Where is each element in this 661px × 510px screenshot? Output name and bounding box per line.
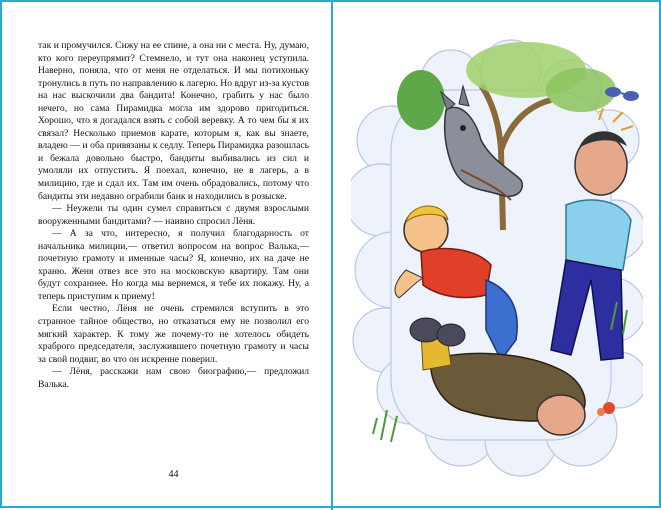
page-number: 44 — [168, 469, 179, 480]
paragraph-3: — А за что, интересно, я получил благодарность от начальника милиции,— ответил вопросом на вопрос Валька,— почетную грамоту и именные часы? Я, конечно, их на даче не храню. Женя отвез все это на московскую квартиру. Там они будут сохраннее. Но когда мы вернемся, я тебе их покажу. Ну, а теперь приступим к приему! — [38, 228, 309, 302]
paragraph-5: — Лёня, расскажи нам свою биографию,— предложил Валька. — [38, 366, 309, 390]
illustration — [351, 30, 643, 480]
paragraph-2: — Неужели ты один сумел справиться с двумя взрослыми вооруженными бандитами? — наивно спросил Лёня. — [38, 203, 309, 227]
paragraph-4: Если честно, Лёня не очень стремился вступить в это странное тайное общество, но отказаться ему не позволил его мягкий характер. К тому же почему-то не хотелось обидеть храброго председателя, заслужившего почетную грамоту и часы за свой подвиг, во что он искренне поверил. — [38, 303, 309, 365]
page-text — [38, 40, 309, 391]
right-page — [333, 2, 661, 510]
left-page — [2, 2, 331, 510]
paragraph-1: так и промучился. Сижу на ее спине, а она ни с места. Ну, думаю, кто кого переупрямит? Стемнело, и тут она наконец уступила. Наверно, поняла, что от меня не отделаться. И мы потихоньку тронулись в путь по направлению к лагерю. Но вдруг из-за кустов на нас выскочили два бандита! Конечно, грабить у нас было нечего, но сама Пирамидка могла им здорово пригодиться. Хорошо, что я догадался взять с собой веревку. А то чем бы я их связал? Несколько приемов карате, которым я, как вы знаете, владею — и оба привязаны к седлу. Теперь Пирамидка разошлась и бежала довольно быстро, бандиты выбивались из сил и умоляли их отпустить. Я поехал, конечно, не в лагерь, а в милицию, где и сдал их. Там им очень обрадовались, потому что бандиты эти недавно ограбили банк и находились в розыске. — [38, 40, 309, 202]
